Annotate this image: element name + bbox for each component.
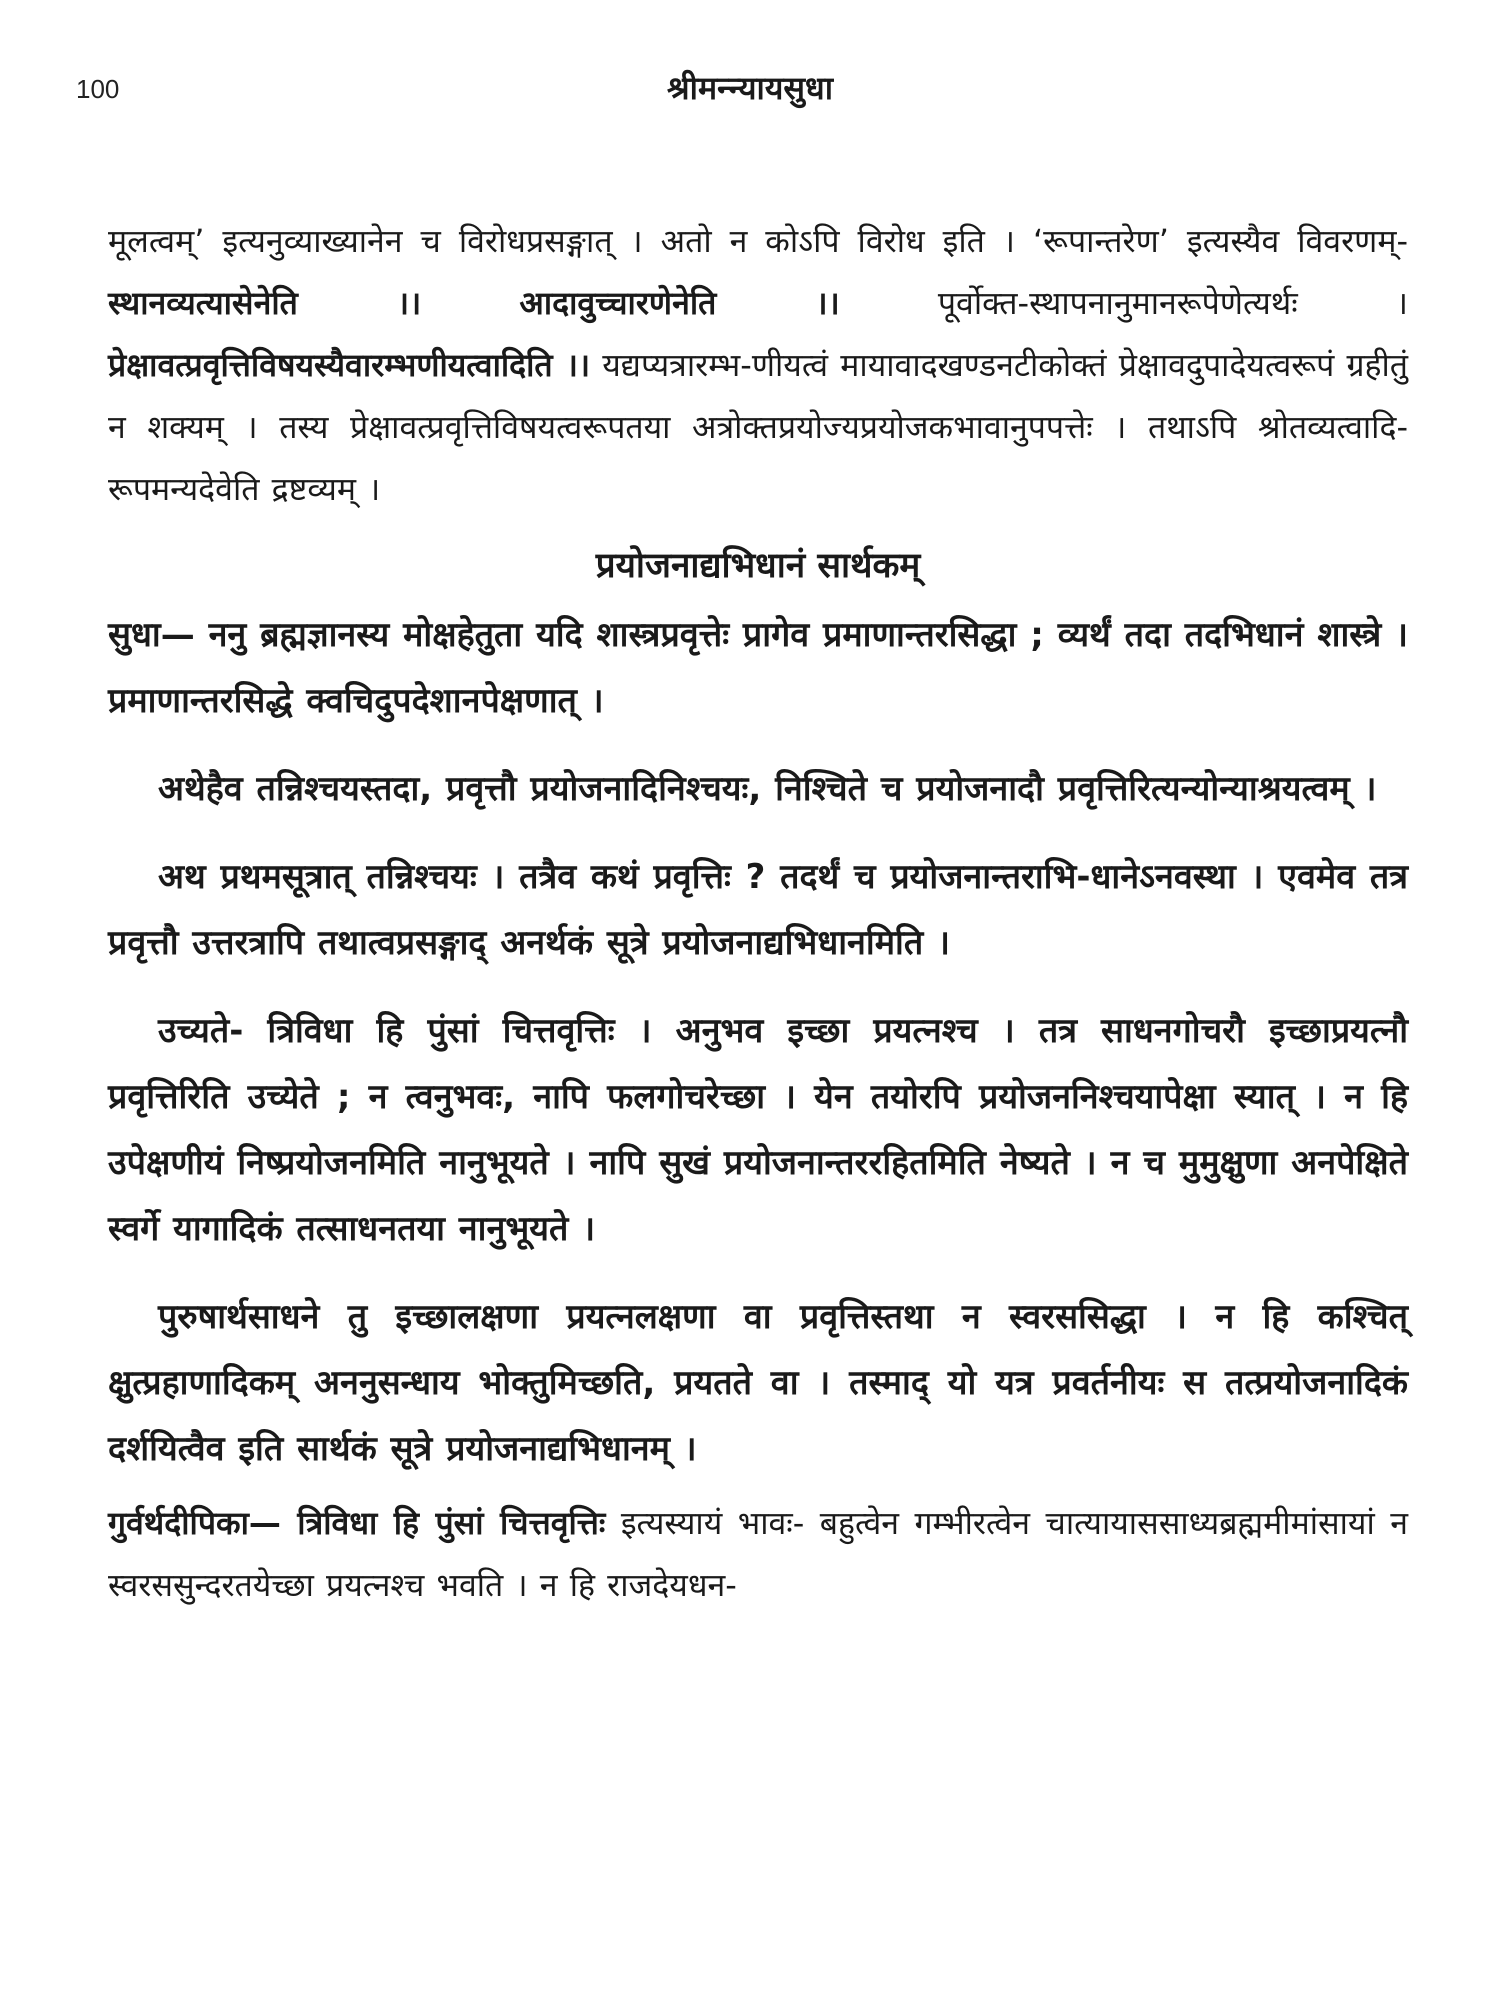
commentary-text [421,284,519,322]
sudha-text: ननु ब्रह्मज्ञानस्य मोक्षहेतुता यदि शास्त्रप्रवृत्तेः प्रागेव प्रमाणान्तरसिद्धा ; व्यर्थं तदा तदभिधानं शास्त्रे । प्रमाणान्तरसिद्धे क्वचिदुपदेशानपेक्षणात् । [108,615,1408,721]
commentary-text: मूलत्वम्’ इत्यनुव्याख्यानेन च विरोधप्रसङ्गात् । अतो न कोऽपि विरोध इति । ‘रूपान्तरेण’ इत्यस्यैव विवरणम्- [108,222,1408,260]
page-number: 100 [76,74,120,104]
running-head: श्रीमन्न्यायसुधा [667,69,833,107]
page-content [108,210,1408,1616]
lemma-adau: आदावुच्चारणेनेति ।। [519,284,840,322]
gurvartha-text: इत्यस्यायं भावः- बहुत्वेन गम्भीरत्वेन चात्यायाससाध्यब्रह्ममीमांसायां न स्वरससुन्दरतयेच्छा प्रयत्नश्च भवति । न हि राजदेयधन- [108,1504,1408,1604]
section-heading: प्रयोजनाद्यभिधानं सार्थकम् [595,546,921,586]
main-paragraph: अथ प्रथमसूत्रात् तन्निश्चयः । तत्रैव कथं प्रवृत्तिः ? तदर्थं च प्रयोजनान्तराभि-धानेऽनवस्था । एवमेव तत्र प्रवृत्तौ उत्तरत्रापि तथात्वप्रसङ्गाद् अनर्थकं सूत्रे प्रयोजनाद्यभिधानमिति । [108,857,1408,963]
lemma-prekshavat: प्रेक्षावत्प्रवृत्तिविषयस्यैवारम्भणीयत्वादिति ।। [108,346,591,384]
main-paragraph: उच्यते- त्रिविधा हि पुंसां चित्तवृत्तिः । अनुभव इच्छा प्रयत्नश्च । तत्र साधनगोचरौ इच्छाप्रयत्नौ प्रवृत्तिरिति उच्येते ; न त्वनुभवः, नापि फलगोचरेच्छा । येन तयोरपि प्रयोजननिश्चयापेक्षा स्यात् । न हि उपेक्षणीयं निष्प्रयोजनमिति नानुभूयते । नापि सुखं प्रयोजनान्तररहितमिति नेष्यते । न च मुमुक्षुणा अनपेक्षिते स्वर्गे यागादिकं तत्साधनतया नानुभूयते । [108,1011,1408,1249]
gurvartha-lemma: त्रिविधा हि पुंसां चित्तवृत्तिः [280,1504,606,1542]
main-paragraph: पुरुषार्थसाधने तु इच्छालक्षणा प्रयत्नलक्षणा वा प्रवृत्तिस्तथा न स्वरससिद्धा । न हि कश्चित् क्षुत्प्रहाणादिकम् अननुसन्धाय भोक्तुमिच्छति, प्रयतते वा । तस्माद् यो यत्र प्रवर्तनीयः स तत्प्रयोजनादिकं दर्शयित्वैव इति सार्थकं सूत्रे प्रयोजनाद्यभिधानम् । [108,1297,1408,1469]
sudha-label: सुधा— [108,615,195,655]
sudha-paragraph [108,602,1408,734]
commentary-paragraph [108,210,1408,520]
lemma-sthana: स्थानव्यत्यासेनेति ।। [108,284,422,322]
gurvartha-paragraph [108,1492,1408,1616]
commentary-text: यद्यप्यत्रारम्भ-णीयत्वं मायावादखण्डनटीकोक्तं प्रेक्षावदुपादेयत्वरूपं ग्रहीतुं न शक्यम् । तस्य प्रेक्षावत्प्रवृत्तिविषयत्वरूपतया अत्रोक्तप्रयोज्यप्रयोजकभावानुपपत्तेः । तथाऽपि श्रोतव्यत्वादि-रूपमन्यदेवेति द्रष्टव्यम् । [108,346,1409,508]
gurvartha-label: गुर्वर्थदीपिका— [108,1504,281,1542]
commentary-text: पूर्वोक्त-स्थापनानुमानरूपेणेत्यर्थः । [839,284,1408,322]
main-paragraph: अथेहैव तन्निश्चयस्तदा, प्रवृत्तौ प्रयोजनादिनिश्चयः, निश्चिते च प्रयोजनादौ प्रवृत्तिरित्यन्योन्याश्रयत्वम् । [158,769,1377,809]
